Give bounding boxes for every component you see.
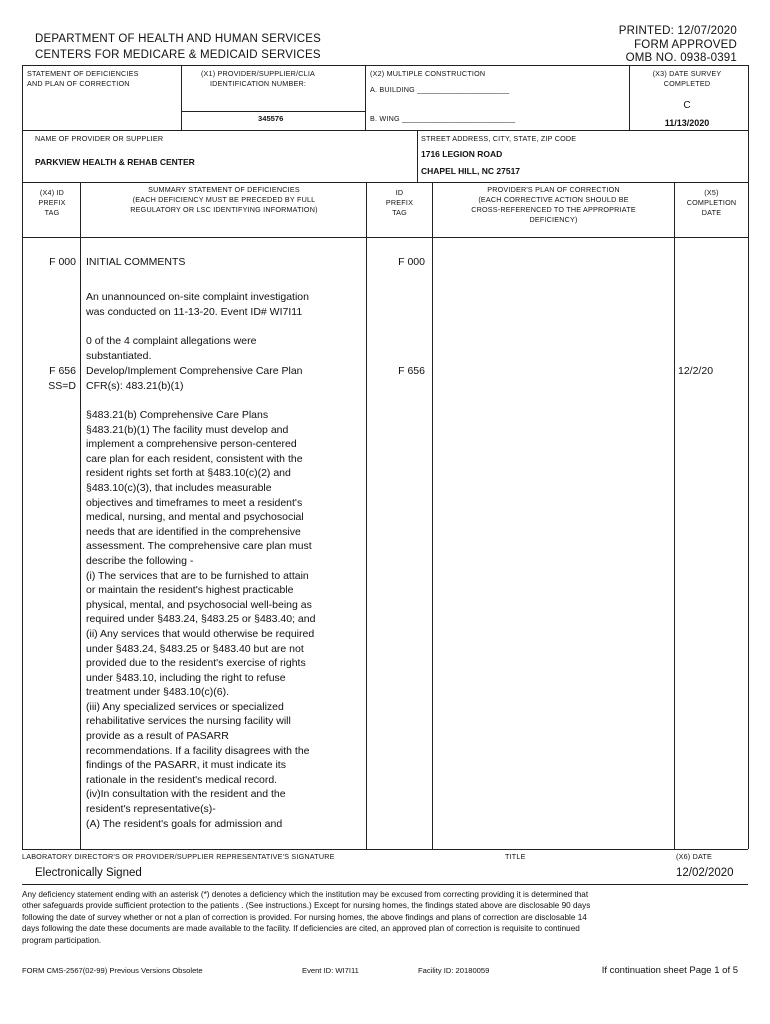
tag-f000: F 000	[49, 256, 76, 268]
id-f000: F 000	[398, 256, 425, 268]
intro-paragraph: An unannounced on-site complaint investigation was conducted on 11-13-20. Event ID# WI7I11	[86, 291, 309, 318]
building-label: A. BUILDING ______________________	[370, 85, 510, 94]
regulation-text: §483.21(b) Comprehensive Care Plans §483.21(b)(1) The facility must develop and implement a comprehensive person-centered care plan for each resident, consistent with the resident rights set forth at §483.10(c)(2) and §483.10(c)(3), that includes measurable objectives and timeframes to meet a resident's medical, nursing, and mental and psychosocial needs that are identified in the comprehensive assessment. The comprehensive care plan must describe the following - (i) The services that are to be furnished to attain or maintain the resident's highest practicable physical, mental, and psychosocial well-being as required under §483.24, §483.25 or §483.40; and (ii) Any services that would otherwise be required under §483.24, §483.25 or §483.40 but are not provided due to the resident's exercise of rights under §483.10, including the right to refuse treatment under §483.10(c)(6). (iii) Any specialized services or specialized rehabilitative services the nursing facility will provide as a result of PASARR recommendations. If a facility disagrees with the findings of the PASARR, it must indicate its rationale in the resident's medical record. (iv)In consultation with the resident and the resident's representative(s)- (A) The resident's goals for admission and	[86, 409, 316, 830]
signature-date: 12/02/2020	[676, 867, 734, 879]
disclaimer-text: Any deficiency statement ending with an asterisk (*) denotes a deficiency which the institution may be excused from correcting providing it is determined that other safeguards provide sufficient protection to the patients . (See instructions.) Except for nursing homes, the findings stated above are disclosable 90 days following the date of survey whether or not a plan of correction is provided. For nursing homes, the above findings and plans of correction are disclosable 14 days following the date these documents are made available to the facility. If deficiencies are cited, an approved plan of correction is requisite to continued program participation.	[22, 890, 591, 945]
care-plan-heading: Develop/Implement Comprehensive Care Plan CFR(s): 483.21(b)(1)	[86, 365, 303, 392]
x4-header: (X4) ID PREFIX TAG	[38, 188, 66, 217]
agency-title: CENTERS FOR MEDICARE & MEDICAID SERVICES	[35, 49, 321, 61]
x5-header: (X5) COMPLETION DATE	[686, 188, 737, 217]
address-line1: 1716 LEGION ROAD	[421, 149, 503, 159]
signature-value: Electronically Signed	[35, 867, 142, 879]
provider-name-label: NAME OF PROVIDER OR SUPPLIER	[35, 134, 164, 143]
survey-date: 11/13/2020	[664, 118, 710, 128]
survey-code: C	[683, 100, 691, 111]
form-approved: FORM APPROVED	[634, 39, 737, 51]
facility-id: Facility ID: 20180059	[418, 966, 490, 975]
omb-number: OMB NO. 0938-0391	[625, 52, 737, 64]
x2-label: (X2) MULTIPLE CONSTRUCTION	[370, 69, 486, 78]
address-label: STREET ADDRESS, CITY, STATE, ZIP CODE	[421, 134, 577, 143]
form-id: FORM CMS-2567(02-99) Previous Versions Obsolete	[22, 966, 203, 975]
provider-name: PARKVIEW HEALTH & REHAB CENTER	[35, 157, 195, 167]
signature-label: LABORATORY DIRECTOR'S OR PROVIDER/SUPPLIER REPRESENTATIVE'S SIGNATURE	[22, 852, 335, 861]
x3-label: (X3) DATE SURVEY COMPLETED	[652, 69, 722, 88]
address-line2: CHAPEL HILL, NC 27517	[421, 166, 521, 176]
wing-label: B. WING ___________________________	[370, 114, 516, 123]
id-header: ID PREFIX TAG	[385, 188, 414, 217]
tag-f656: F 656	[49, 365, 76, 377]
provider-number: 345576	[258, 114, 284, 123]
allegations-paragraph: 0 of the 4 complaint allegations were substantiated.	[86, 335, 257, 362]
plan-header: PROVIDER'S PLAN OF CORRECTION (EACH CORRECTIVE ACTION SHOULD BE CROSS-REFERENCED TO THE APPROPRIATE DEFICIENCY)	[471, 185, 636, 224]
title-label: TITLE	[505, 852, 526, 861]
x1-label: (X1) PROVIDER/SUPPLIER/CLIA IDENTIFICATION NUMBER:	[200, 69, 316, 88]
date-label: (X6) DATE	[676, 852, 713, 861]
continuation-sheet: If continuation sheet Page 1 of 5	[601, 965, 738, 976]
department-title: DEPARTMENT OF HEALTH AND HUMAN SERVICES	[35, 33, 321, 45]
printed-date: PRINTED: 12/07/2020	[618, 25, 737, 37]
initial-comments-heading: INITIAL COMMENTS	[86, 256, 186, 268]
completion-date: 12/2/20	[678, 365, 714, 377]
statement-label: STATEMENT OF DEFICIENCIES AND PLAN OF CORRECTION	[27, 69, 139, 88]
id-f656: F 656	[398, 365, 425, 377]
severity-tag: SS=D	[48, 380, 76, 392]
event-id: Event ID: WI7I11	[302, 966, 359, 975]
summary-header: SUMMARY STATEMENT OF DEFICIENCIES (EACH DEFICIENCY MUST BE PRECEDED BY FULL REGULATORY OR LSC IDENTIFYING INFORMATION)	[130, 185, 318, 214]
